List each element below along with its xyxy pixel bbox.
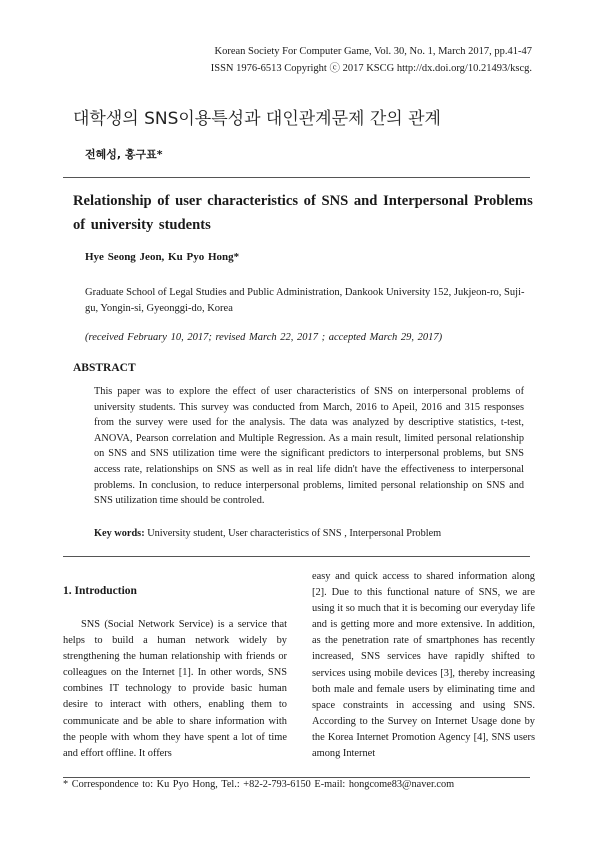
- journal-citation: Korean Society For Computer Game, Vol. 30, No. 1, March 2017, pp.41-47: [214, 46, 532, 57]
- korean-authors: 전혜성, 홍구표*: [85, 148, 163, 161]
- title-divider: [63, 177, 530, 178]
- footnote-divider: [63, 777, 530, 778]
- abstract-text: This paper was to explore the effect of user characteristics of SNS on interpersonal problems of university students. This survey was conducted from March, 2016 to Apeil, 2016 and 315 responses from the survey were used for the analysis. The data was analyzed by descriptive statistics, t-test, ANOVA, Pearson correlation and Multiple Regression. As a main result, limited personal relationship on SNS and SNS utilization time were the significant predictors to interpersonal problems, but SNS access rate, relationships on SNS as well as in real life didn't have the effectiveness to interpersonal problems. In conclusion, to reduce interpersonal problems, limited personal relationship on SNS and SNS utilization time should be controled.: [94, 386, 524, 507]
- correspondence-footnote: * Correspondence to: Ku Pyo Hong, Tel.: +82-2-793-6150 E-mail: hongcome83@naver.com: [63, 779, 455, 790]
- korean-title: 대학생의 SNS이용특성과 대인관계문제 간의 관계: [73, 109, 441, 129]
- english-title: Relationship of user characteristics of SNS and Interpersonal Problems of university students: [73, 193, 533, 233]
- issn-doi-line: ISSN 1976-6513 Copyright ⓒ 2017 KSCG http://dx.doi.org/10.21493/kscg.: [210, 63, 532, 74]
- keywords: [94, 528, 441, 539]
- english-authors: Hye Seong Jeon, Ku Pyo Hong*: [85, 251, 240, 263]
- affiliation: Graduate School of Legal Studies and Public Administration, Dankook University 152, Jukjeon-ro, Suji-gu, Yongin-si, Gyeonggi-do, Korea: [85, 287, 525, 314]
- intro-right-column: easy and quick access to shared information along [2]. Due to this functional nature of SNS, we are using it so much that it is becoming our everyday life and is getting more and more extensive. In addition, as the penetration rate of smartphones has recently increased, SNS services have rapidly shifted to services using mobile devices [3], thereby increasing both male and female users by eliminating time and space constraints in accessing and using SNS. According to the Survey on Internet Usage done by the Korea Internet Promotion Agency [4], SNS users among Internet: [312, 571, 535, 760]
- keywords-label: Key words:: [94, 528, 145, 539]
- keywords-text: University student, User characteristics of SNS , Interpersonal Problem: [144, 528, 442, 539]
- abstract-heading: ABSTRACT: [73, 362, 136, 374]
- received-dates: (received February 10, 2017; revised March 22, 2017 ; accepted March 29, 2017): [85, 332, 443, 343]
- intro-left-column: SNS (Social Network Service) is a service that helps to build a human network widely by strengthening the human relationship with friends or colleagues on the Internet [1]. In other words, SNS combines IT technology to provide basic human desire to interact with others, enabling them to communicate and be able to share information with the people with whom they have spent a lot of time and effort offline. It offers: [63, 619, 287, 759]
- abstract-divider: [63, 556, 530, 557]
- section-heading-introduction: 1. Introduction: [63, 585, 137, 597]
